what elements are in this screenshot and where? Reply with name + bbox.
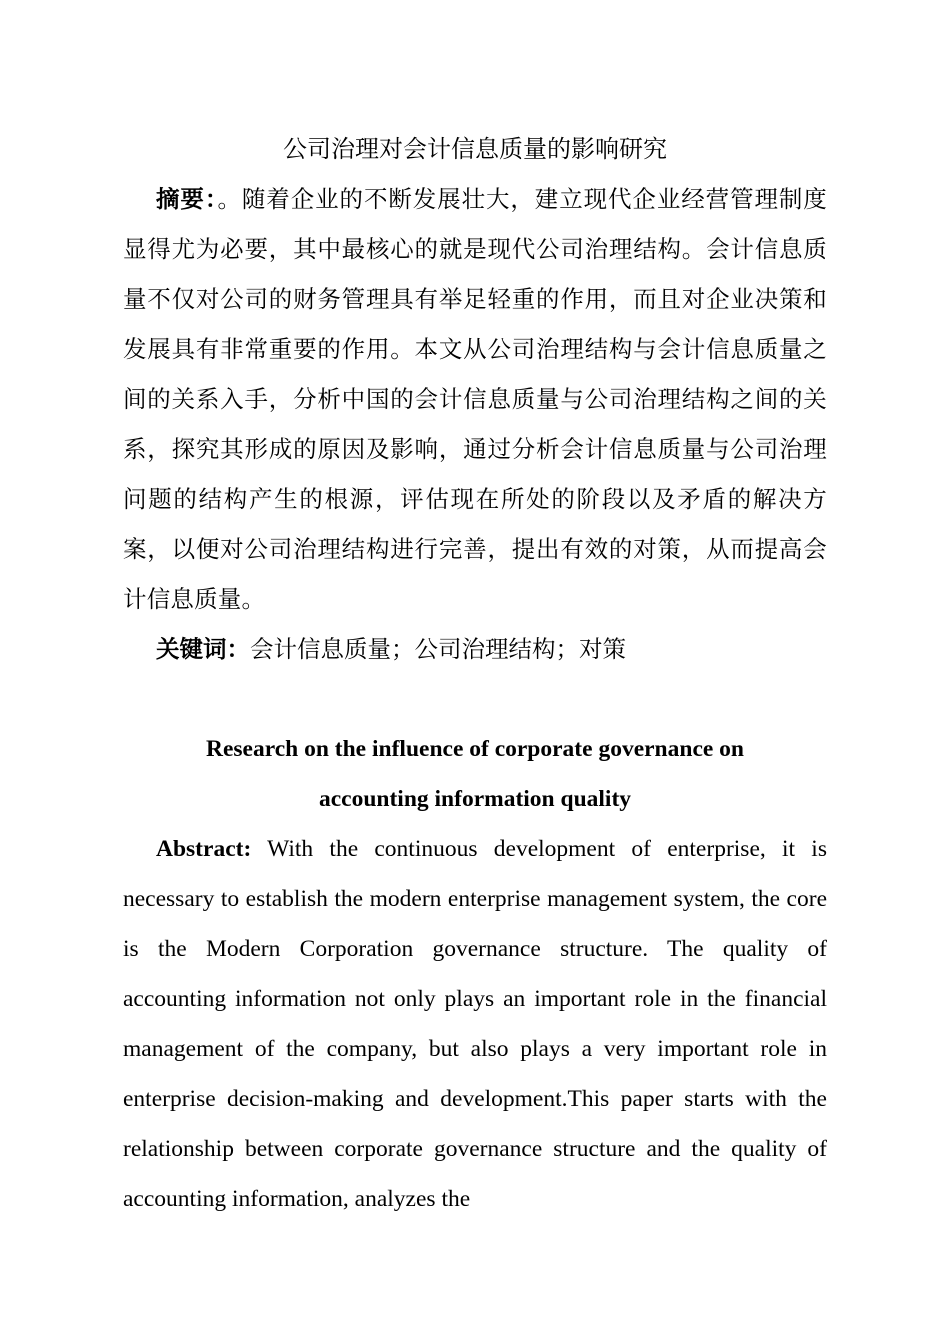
english-abstract-text: With the continuous development of enterprise, it is necessary to establish the modern enterprise management system, the core is the Modern Corporation governance structure. The quality of accounting information not only plays an important role in the financial management of the company, but also plays a very important role in enterprise decision-making and development.This paper starts with the relationship between corporate governance structure and the quality of accounting information, analyzes the	[123, 836, 827, 1212]
chinese-abstract-text: 。随着企业的不断发展壮大，建立现代企业经营管理制度显得尤为必要，其中最核心的就是现代公司治理结构。会计信息质量不仅对公司的财务管理具有举足轻重的作用，而且对企业决策和发展具有非常重要的作用。本文从公司治理结构与会计信息质量之间的关系入手，分析中国的会计信息质量与公司治理结构之间的关系，探究其形成的原因及影响，通过分析会计信息质量与公司治理问题的结构产生的根源，评估现在所处的阶段以及矛盾的解决方案，以便对公司治理结构进行完善，提出有效的对策，从而提高会计信息质量。	[123, 185, 827, 613]
english-title-line-2: accounting information quality	[318, 786, 632, 812]
section-spacer	[123, 674, 827, 724]
chinese-keywords	[123, 624, 827, 674]
chinese-abstract-label: 摘要：	[156, 185, 218, 213]
chinese-title: 公司治理对会计信息质量的影响研究	[283, 135, 667, 163]
chinese-keywords-label: 关键词：	[156, 635, 250, 663]
chinese-keywords-text: 会计信息质量；公司治理结构；对策	[250, 635, 626, 663]
document-content	[123, 124, 827, 1224]
english-abstract-label: Abstract:	[156, 836, 252, 862]
english-abstract	[123, 824, 827, 1224]
chinese-abstract	[123, 174, 827, 624]
english-title-line-1: Research on the influence of corporate governance on	[205, 736, 744, 762]
